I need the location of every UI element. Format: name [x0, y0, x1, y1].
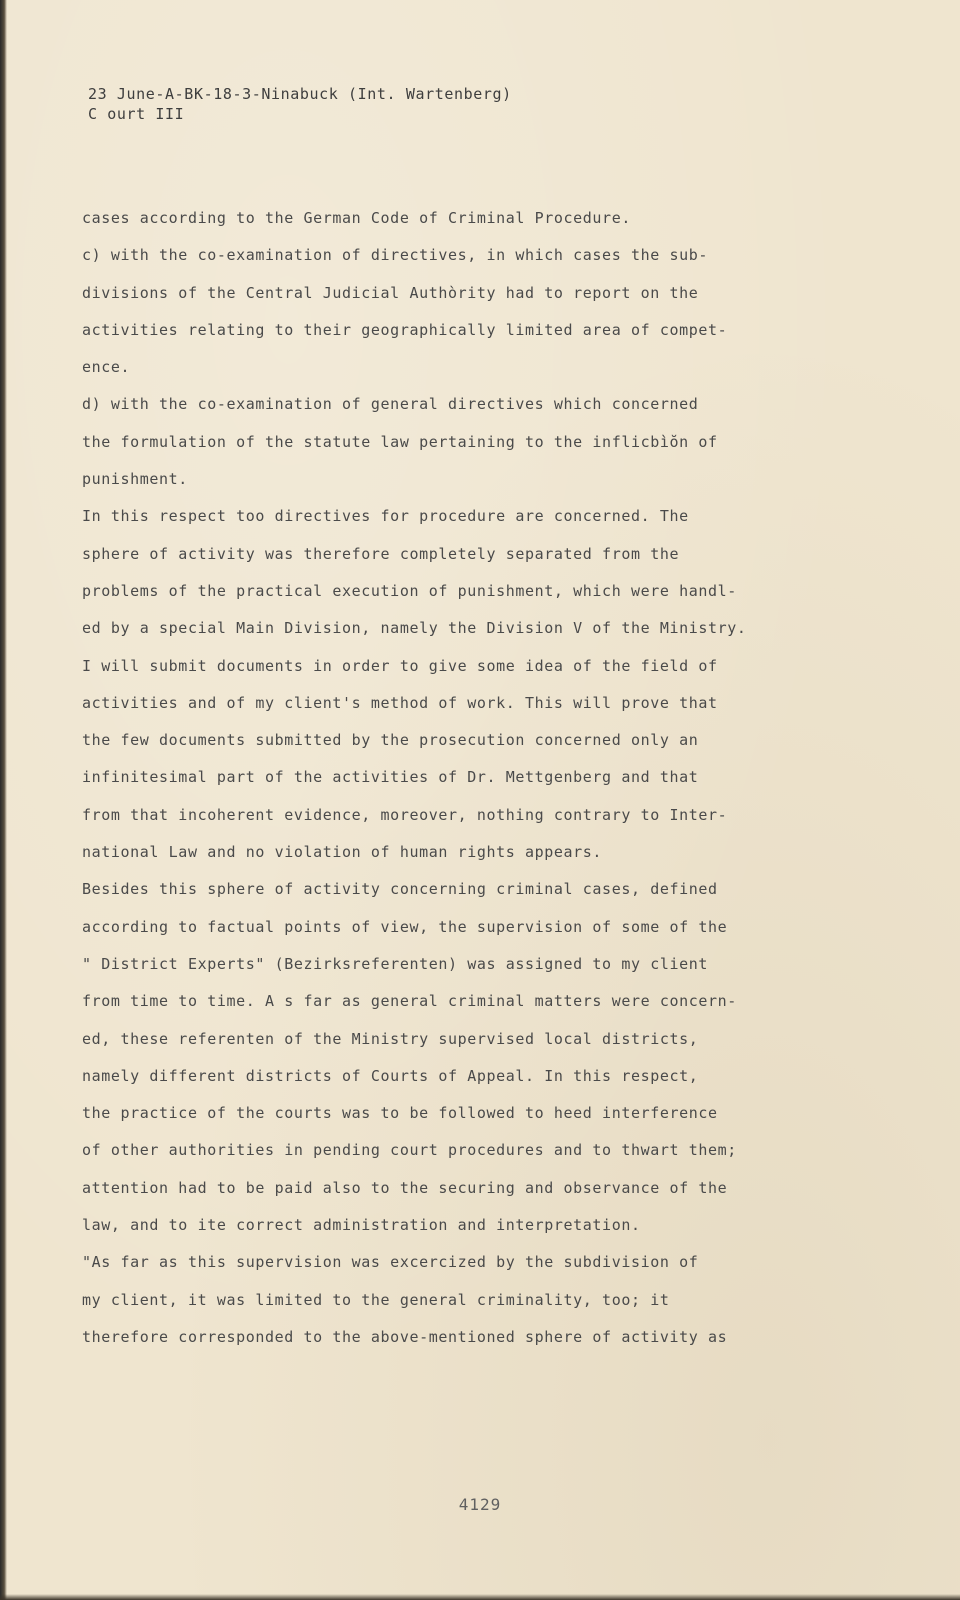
body-line: of other authorities in pending court procedures and to thwart them;	[82, 1141, 737, 1160]
body-line: problems of the practical execution of punishment, which were handl-	[82, 581, 737, 600]
body-line: Besides this sphere of activity concerning criminal cases, defined	[82, 880, 718, 899]
body-line: punishment.	[82, 470, 188, 489]
body-line: I will submit documents in order to give some idea of the field of	[82, 656, 718, 675]
body-line: law, and to ite correct administration and interpretation.	[82, 1216, 641, 1235]
body-line: activities and of my client's method of work. This will prove that	[82, 693, 718, 712]
body-line: national Law and no violation of human rights appears.	[82, 843, 603, 862]
body-line: the practice of the courts was to be followed to heed interference	[82, 1104, 718, 1123]
body-line: from that incoherent evidence, moreover, nothing contrary to Inter-	[82, 805, 728, 824]
body-line: according to factual points of view, the supervision of some of the	[82, 917, 728, 936]
body-line: cases according to the German Code of Criminal Procedure.	[82, 209, 631, 227]
body-line: the few documents submitted by the prosecution concerned only an	[82, 731, 699, 750]
body-line: d) with the co-examination of general directives which concerned	[82, 395, 699, 414]
body-line: infinitesimal part of the activities of Dr. Mettgenberg and that	[82, 768, 699, 787]
header-line-2: C ourt III	[88, 105, 185, 123]
body-line: from time to time. A s far as general criminal matters were concern-	[82, 992, 737, 1011]
document-header	[88, 84, 512, 124]
body-line: " District Experts" (Bezirksreferenten) was assigned to my client	[82, 954, 708, 973]
body-line: divisions of the Central Judicial Authòrity had to report on the	[82, 283, 699, 302]
header-line-1: 23 June-A-BK-18-3-Ninabuck (Int. Wartenberg)	[88, 85, 512, 103]
page-edge-shadow	[0, 0, 7, 1600]
body-line: In this respect too directives for procedure are concerned. The	[82, 507, 689, 526]
body-line: sphere of activity was therefore completely separated from the	[82, 544, 680, 563]
body-line: attention had to be paid also to the securing and observance of the	[82, 1178, 728, 1197]
body-line: my client, it was limited to the general criminality, too; it	[82, 1290, 670, 1309]
body-line: ence.	[82, 358, 131, 377]
page-number: 4129	[458, 1495, 502, 1514]
body-line: c) with the co-examination of directives, in which cases the sub-	[82, 246, 708, 265]
page-bottom-shadow	[0, 1594, 960, 1600]
body-line: ed by a special Main Division, namely the Division V of the Ministry.	[82, 619, 747, 638]
body-line: activities relating to their geographically limited area of compet-	[82, 320, 728, 339]
body-line: ed, these referenten of the Ministry supervised local districts,	[82, 1029, 699, 1048]
body-line: therefore corresponded to the above-mentioned sphere of activity as	[82, 1327, 728, 1346]
document-body	[82, 200, 882, 1356]
body-line: "As far as this supervision was excercized by the subdivision of	[82, 1253, 699, 1272]
body-line: namely different districts of Courts of Appeal. In this respect,	[82, 1066, 699, 1085]
body-line: the formulation of the statute law pertaining to the inflicbìŏn of	[82, 432, 718, 451]
